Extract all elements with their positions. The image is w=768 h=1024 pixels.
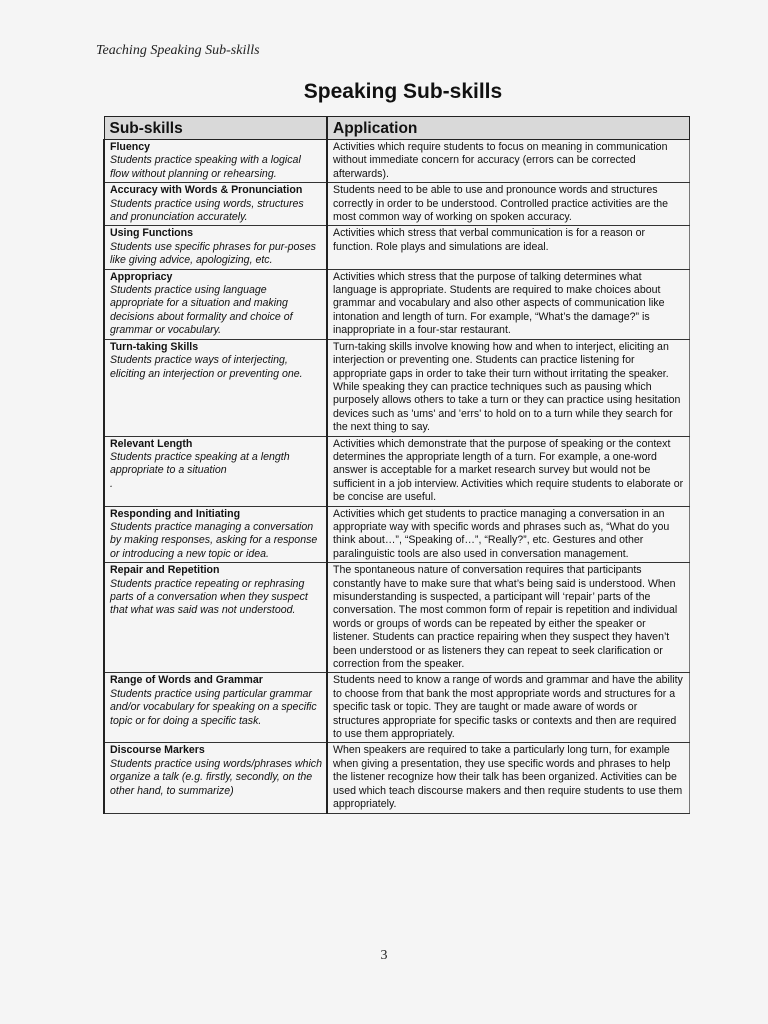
sub-skill-name: Turn-taking Skills	[110, 340, 199, 353]
page-number: 3	[380, 948, 388, 963]
application-cell: Activities which demonstrate that the purpose of speaking or the context determines the appropriate length of a turn. For example, a one-word answer is acceptable for a market research survey but would not be sufficient in a job interview. Activities which require students to elaborate or be concise are useful.	[327, 436, 689, 506]
application-cell: Turn-taking skills involve knowing how and when to interject, eliciting an interjection or preventing one. Students can practice listening for appropriate gaps in order to take their turn without irritating the speaker. While speaking they can practice techniques such as pausing which purposely allows others to take a turn or they can practice using hesitation devices such as 'ums' and 'errs' to hold on to a turn while they search for the next thing to say.	[327, 339, 689, 436]
application-cell: Activities which stress that verbal communication is for a reason or function. Role plays and simulations are ideal.	[327, 226, 689, 269]
table-row	[104, 563, 689, 673]
sub-skill-name: Responding and Initiating	[110, 507, 241, 520]
application-cell: Activities which stress that the purpose of talking determines what language is appropriate. Students are required to make choices about grammar and vocabulary and also other aspects of communication like intonation and length of turn. For example, “What’s the damage?” is inappropriate in a four-star restaurant.	[327, 269, 689, 339]
sub-skill-cell	[104, 506, 327, 563]
table-row	[104, 436, 689, 506]
application-cell: Students need to know a range of words and grammar and have the ability to choose from that bank the most appropriate words and structures for a specific task or topic. They are taught or made aware of words or structures appropriate for specific tasks or contexts and then are required to use them appropriately.	[327, 673, 689, 743]
application-cell: Activities which require students to focus on meaning in communication without immediate concern for accuracy (errors can be corrected afterwards).	[327, 140, 689, 183]
application-cell: Activities which get students to practice managing a conversation in an appropriate way with specific words and phrases such as, “What do you think about…”, “Speaking of…”, “Really?”, etc. Gestures and other paralinguistic tools are also used in conversation management.	[327, 506, 689, 563]
sub-skill-description: Students practice using words, structures and pronunciation accurately.	[110, 197, 304, 224]
sub-skill-name: Using Functions	[110, 227, 193, 240]
sub-skill-name: Repair and Repetition	[110, 564, 220, 577]
table-row	[104, 226, 689, 269]
sub-skill-cell	[104, 226, 327, 269]
sub-skill-name: Discourse Markers	[110, 744, 205, 757]
sub-skill-name: Accuracy with Words & Pronunciation	[110, 184, 303, 197]
table-row	[104, 743, 689, 813]
table-row	[104, 269, 689, 339]
sub-skill-cell	[104, 743, 327, 813]
table-header-row	[104, 117, 689, 140]
sub-skill-name: Range of Words and Grammar	[110, 674, 263, 687]
table-row	[104, 183, 689, 226]
sub-skill-cell	[104, 673, 327, 743]
table-row	[104, 673, 689, 743]
table-row	[104, 506, 689, 563]
column-header-application: Application	[327, 117, 689, 140]
table-row	[104, 339, 689, 436]
sub-skill-cell	[104, 140, 327, 183]
sub-skill-cell	[104, 563, 327, 673]
sub-skill-cell	[104, 183, 327, 226]
sub-skill-description: Students practice repeating or rephrasing parts of a conversation when they suspect that what was said was not understood.	[110, 577, 308, 617]
page-title: Speaking Sub-skills	[303, 80, 503, 103]
application-cell: The spontaneous nature of conversation requires that participants constantly have to make sure that what’s being said is understood. When misunderstanding is suspected, a participant will ‘repair’ parts of the conversation. The most common form of repair is repetition and individual words or groups of words can be repeated by either the speaker or listener. Students can practice repairing when they suspect they haven’t been understood or as listeners they can repeat to seek clarification or correction from the speaker.	[327, 563, 689, 673]
sub-skill-cell	[104, 436, 327, 506]
sub-skill-description: Students practice managing a conversation by making responses, asking for a response or introducing a new topic or idea.	[110, 520, 318, 560]
sub-skill-description: Students practice using words/phrases which organize a talk (e.g. firstly, secondly, on the other hand, to summarize)	[110, 757, 322, 797]
sub-skill-description: Students practice using language appropriate for a situation and making decisions about formality and choice of grammar or vocabulary.	[110, 284, 293, 337]
sub-skill-name: Appropriacy	[110, 270, 173, 283]
sub-skill-description: Students practice speaking at a length appropriate to a situation	[110, 450, 290, 477]
sub-skill-extra: .	[110, 477, 113, 490]
sub-skill-cell	[104, 339, 327, 436]
sub-skill-name: Fluency	[110, 141, 151, 153]
table-row	[104, 140, 689, 183]
application-cell: When speakers are required to take a particularly long turn, for example when giving a presentation, they use specific words and phrases to help the listener recognize how their talk has been organized. Activities can be used which teach discourse makers and then require students to use them appropriately.	[327, 743, 689, 813]
column-header-sub-skills: Sub-skills	[104, 117, 327, 140]
sub-skill-description: Students practice ways of interjecting, eliciting an interjection or preventing one.	[110, 354, 303, 380]
sub-skill-name: Relevant Length	[110, 437, 193, 450]
running-header: Teaching Speaking Sub-skills	[96, 43, 260, 58]
sub-skill-description: Students practice using particular grammar and/or vocabulary for speaking on a specific topic or for doing a specific task.	[110, 687, 317, 727]
sub-skill-description: Students practice speaking with a logical flow without planning or rehearsing.	[110, 154, 301, 180]
sub-skills-table	[103, 116, 690, 814]
sub-skill-description: Students use specific phrases for pur-poses like giving advice, apologizing, etc.	[110, 240, 316, 267]
application-cell: Students need to be able to use and pronounce words and structures correctly in order to be understood. Controlled practice activities are the most common way of working on spoken accuracy.	[327, 183, 689, 226]
sub-skill-cell	[104, 269, 327, 339]
